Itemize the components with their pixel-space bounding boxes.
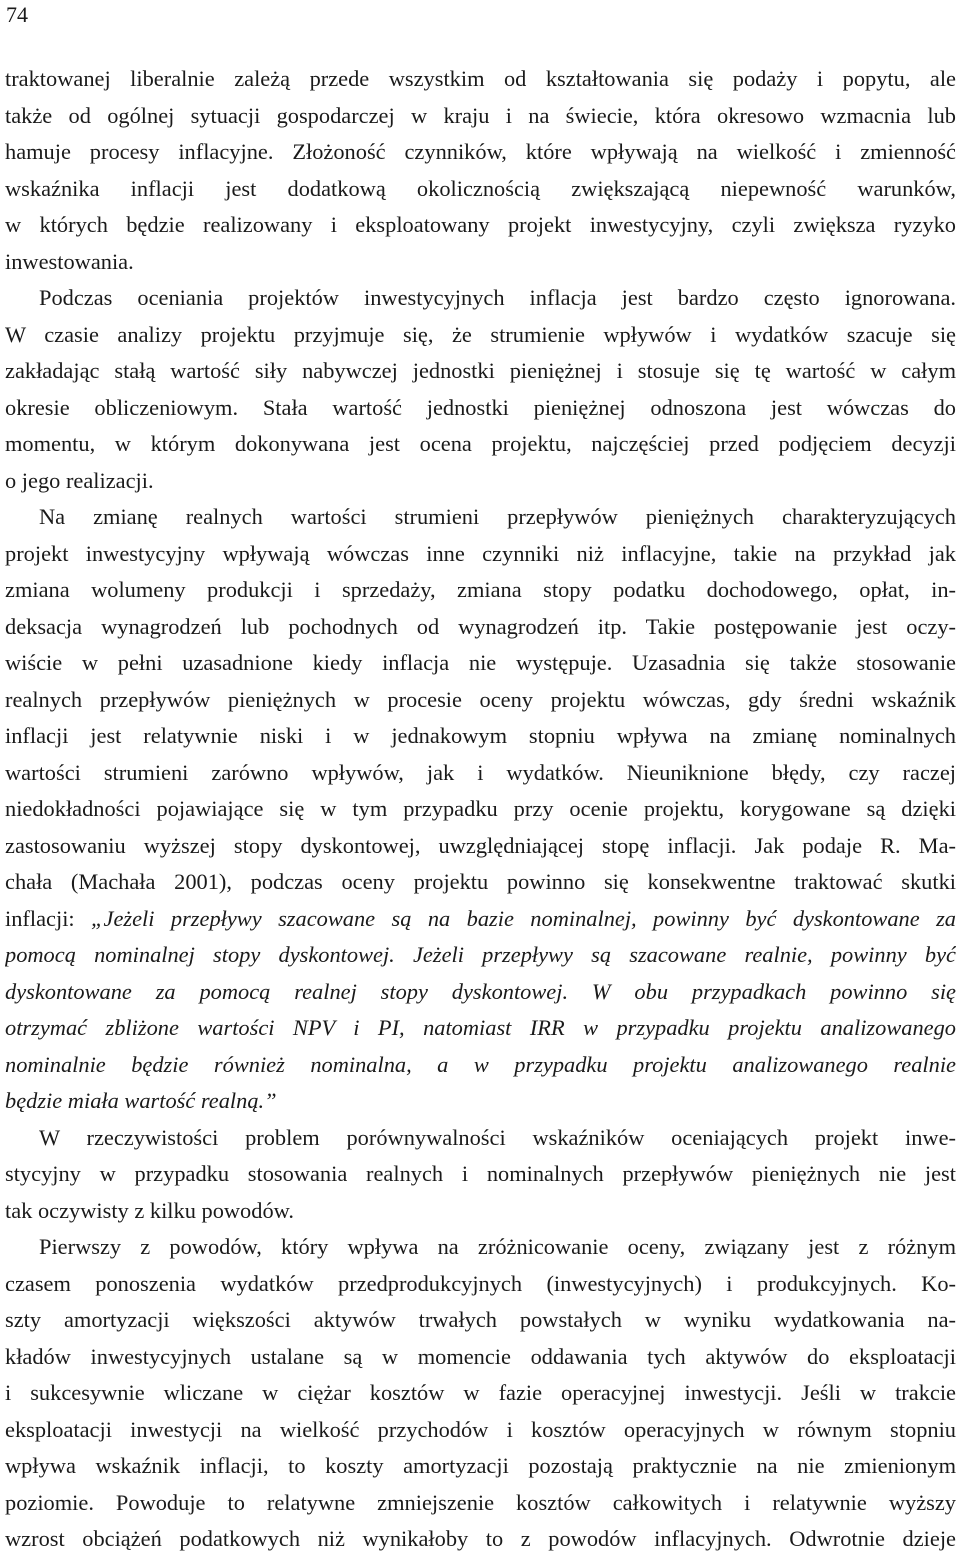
text-line: wzrost obciążeń podatkowych niż wynikałoby to z powodów inflacyjnych. Odwrotnie dzieje bbox=[5, 1526, 956, 1551]
quote-line: będzie miała wartość realną.” bbox=[5, 1088, 277, 1113]
text-line: szty amortyzacji większości aktywów trwałych powstałych w wyniku wydatkowania na- bbox=[5, 1307, 956, 1332]
text-line: realnych przepływów pieniężnych w procesie oceny projektu wówczas, gdy średni wskaźnik bbox=[5, 686, 956, 712]
text-line: momentu, w którym dokonywana jest ocena projektu, najczęściej przed podjęciem decyzji bbox=[5, 431, 956, 456]
body-text bbox=[5, 61, 956, 1558]
quote-text: „Jeżeli przepływy szacowane są na bazie nominalnej, powinny być dyskontowane za bbox=[91, 905, 956, 931]
quote-line: nominalnie będzie również nominalna, a w przypadku projektu analizowanego realnie bbox=[5, 1051, 956, 1077]
text-line: W rzeczywistości problem porównywalności wskaźników oceniających projekt inwe- bbox=[39, 1124, 956, 1150]
text-line: zmiana wolumeny produkcji i sprzedaży, zmiana stopy podatku dochodowego, opłat, in- bbox=[5, 577, 956, 602]
text-line: tak oczywisty z kilku powodów. bbox=[5, 1197, 294, 1223]
text-line: Na zmianę realnych wartości strumieni przepływów pieniężnych charakteryzujących bbox=[39, 504, 956, 529]
text-line: wskaźnika inflacji jest dodatkową okolicznością zwiększającą niepewność warunków, bbox=[5, 175, 956, 201]
text-line: Pierwszy z powodów, który wpływa na zróżnicowanie oceny, związany jest z różnym bbox=[39, 1234, 956, 1259]
quote-line: pomocą nominalnej stopy dyskontowej. Jeżeli przepływy są szacowane realnie, powinny być bbox=[5, 942, 956, 967]
text-line: poziomie. Powoduje to relatywne zmniejszenie kosztów całkowitych i relatywnie wyższy bbox=[5, 1489, 956, 1515]
text-line: w których będzie realizowany i eksploatowany projekt inwestycyjny, czyli zwiększa ryzyko bbox=[5, 212, 956, 237]
page-number: 74 bbox=[6, 2, 28, 27]
text-line: chała (Machała 2001), podczas oceny projektu powinno się konsekwentne traktować skutki bbox=[5, 869, 956, 894]
text-line: także od ogólnej sytuacji gospodarczej w kraju i na świecie, która okresowo wzmacnia lub bbox=[5, 102, 956, 128]
text-line: deksacja wynagrodzeń lub pochodnych od wynagrodzeń itp. Takie postępowanie jest oczy- bbox=[5, 613, 956, 639]
quote-line: dyskontowane za pomocą realnej stopy dyskontowej. W obu przypadkach powinno się bbox=[5, 978, 956, 1004]
text-line: inwestowania. bbox=[5, 248, 134, 274]
text-line: okresie obliczeniowym. Stała wartość jednostki pieniężnej odnoszona jest wówczas do bbox=[5, 394, 956, 420]
text-line: zakładając stałą wartość siły nabywczej jednostki pieniężnej i stosuje się tę wartość w całym bbox=[5, 358, 956, 383]
text-line: czasem ponoszenia wydatków przedprodukcyjnych (inwestycyjnych) i produkcyjnych. Ko- bbox=[5, 1270, 956, 1296]
text-line: i sukcesywnie wliczane w ciężar kosztów w fazie operacyjnej inwestycji. Jeśli w trakcie bbox=[5, 1380, 956, 1405]
text-line: kładów inwestycyjnych ustalane są w momencie oddawania tych aktywów do eksploatacji bbox=[5, 1343, 956, 1369]
quote-line: otrzymać zbliżone wartości NPV i PI, natomiast IRR w przypadku projektu analizowanego bbox=[5, 1015, 956, 1040]
text-line: wartości strumieni zarówno wpływów, jak i wydatków. Nieuniknione błędy, czy raczej bbox=[5, 759, 956, 785]
text-line: inflacji jest relatywnie niski i w jednakowym stopniu wpływa na zmianę nominalnych bbox=[5, 723, 956, 748]
text-line: Podczas oceniania projektów inwestycyjnych inflacja jest bardzo często ignorowana. bbox=[39, 285, 956, 310]
text-line: hamuje procesy inflacyjne. Złożoność czynników, które wpływają na wielkość i zmienność bbox=[5, 139, 956, 164]
text-line: niedokładności pojawiające się w tym przypadku przy ocenie projektu, korygowane są dzięki bbox=[5, 796, 956, 821]
text-line: W czasie analizy projektu przyjmuje się, że strumienie wpływów i wydatków szacuje się bbox=[5, 321, 956, 347]
text-line: projekt inwestycyjny wpływają wówczas inne czynniki niż inflacyjne, takie na przykład jak bbox=[5, 540, 956, 566]
text-line: stycyjny w przypadku stosowania realnych i nominalnych przepływów pieniężnych nie jest bbox=[5, 1161, 956, 1186]
text-span: inflacji: bbox=[5, 905, 92, 931]
text-line bbox=[5, 901, 956, 938]
text-line: wiście w pełni uzasadnione kiedy inflacja nie występuje. Uzasadnia się także stosowanie bbox=[5, 650, 956, 675]
text-line: eksploatacji inwestycji na wielkość przychodów i kosztów operacyjnych w równym stopniu bbox=[5, 1416, 956, 1442]
text-line: o jego realizacji. bbox=[5, 467, 154, 493]
text-line: wpływa wskaźnik inflacji, to koszty amortyzacji pozostają praktycznie na nie zmienionym bbox=[5, 1453, 956, 1478]
text-line: zastosowaniu wyższej stopy dyskontowej, uwzględniającej stopę inflacji. Jak podaje R. Ma- bbox=[5, 832, 956, 858]
text-line: traktowanej liberalnie zależą przede wszystkim od kształtowania się podaży i popytu, ale bbox=[5, 66, 956, 91]
